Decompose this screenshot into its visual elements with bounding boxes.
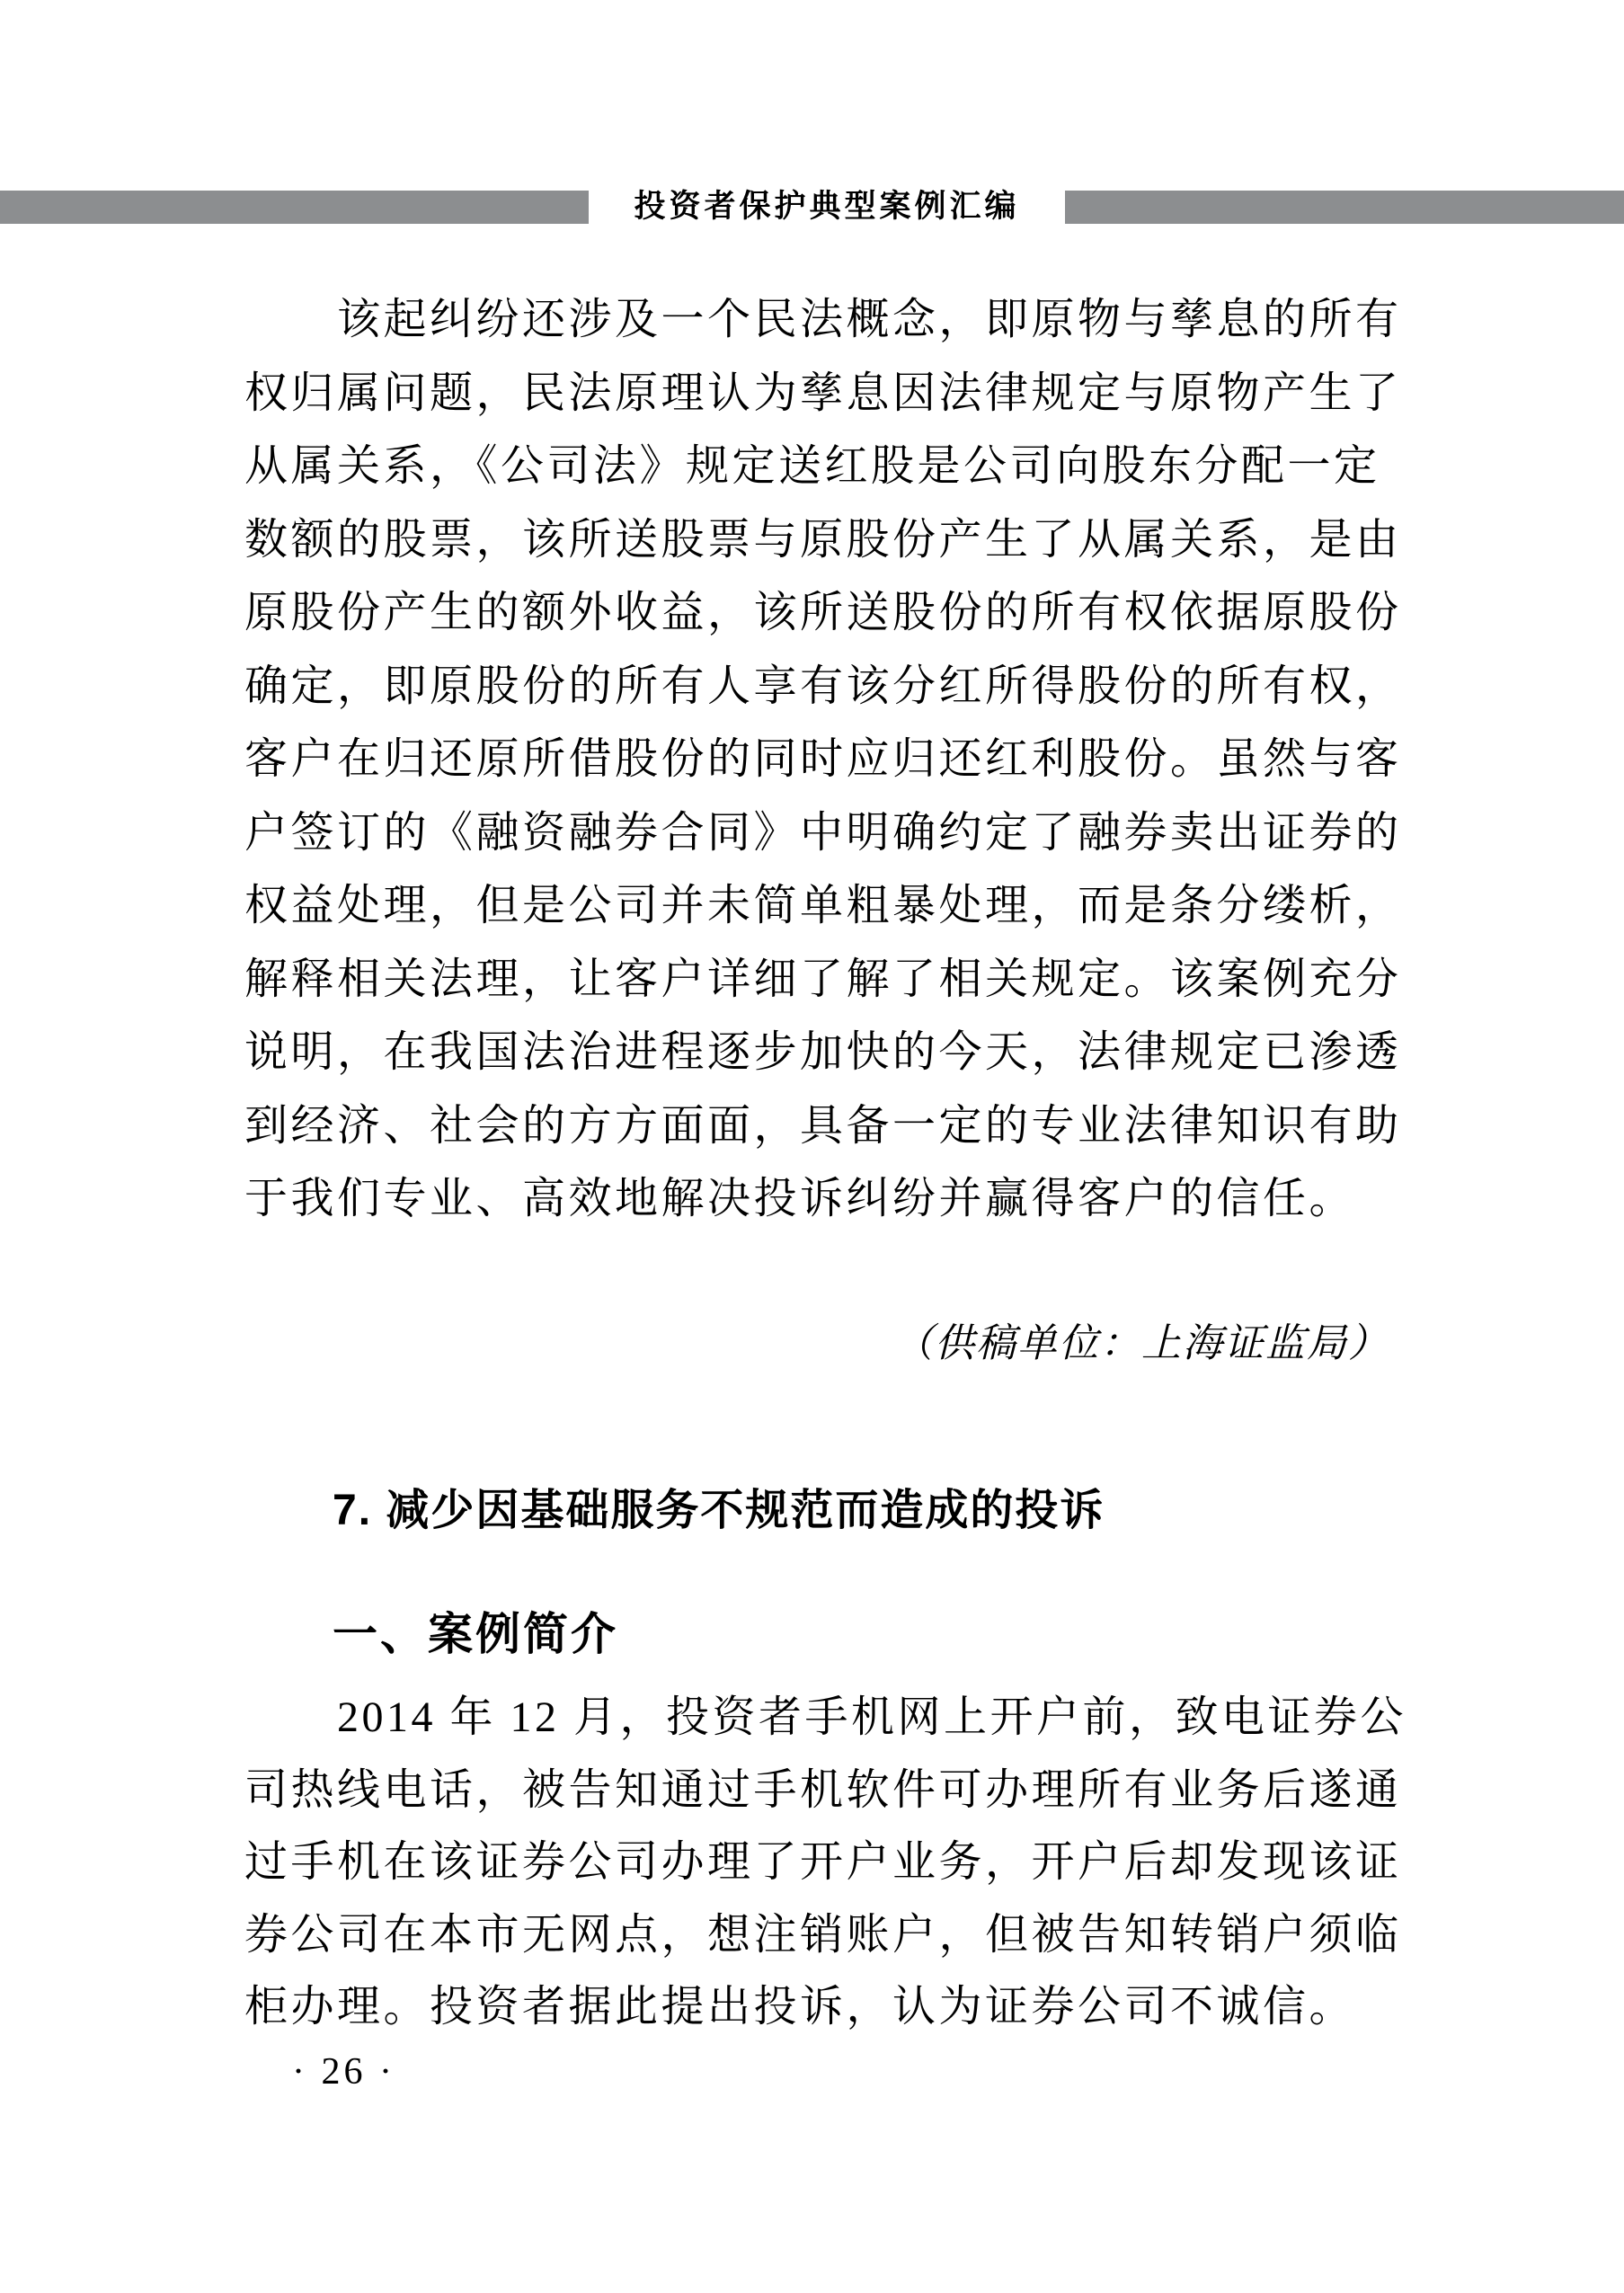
text-line: 数额的股票，该所送股票与原股份产生了从属关系，是由 (244, 515, 1402, 564)
text-line: 客户在归还原所借股份的同时应归还红利股份。虽然与客 (244, 735, 1402, 783)
text-line: 原股份产生的额外收益，该所送股份的所有权依据原股份 (244, 589, 1402, 636)
text-line: 从属关系，《公司法》规定送红股是公司向股东分配一定 (244, 442, 1380, 490)
subsection-heading: 一、案例简介 (333, 1609, 618, 1659)
text-line: 司热线电话，被告知通过手机软件可办理所有业务后遂通 (244, 1765, 1402, 1814)
text-line: 于我们专业、高效地解决投诉纠纷并赢得客户的信任。 (244, 1175, 1356, 1222)
text-line: 权益处理，但是公司并未简单粗暴处理，而是条分缕析， (244, 882, 1402, 929)
text-line: 确定，即原股份的所有人享有该分红所得股份的所有权， (244, 662, 1402, 710)
text-line: 户签订的《融资融券合同》中明确约定了融券卖出证券的 (244, 808, 1402, 857)
paragraph-case-analysis (244, 283, 1406, 1236)
section-heading: 7. 减少因基础服务不规范而造成的投诉 (333, 1487, 1105, 1534)
text-line: 权归属问题，民法原理认为孳息因法律规定与原物产生了 (244, 369, 1402, 417)
text-line: 该起纠纷还涉及一个民法概念，即原物与孳息的所有 (337, 296, 1402, 343)
text-line: 说明，在我国法治进程逐步加快的今天，法律规定已渗透 (244, 1028, 1402, 1076)
running-head-title: 投资者保护典型案例汇编 (634, 189, 1020, 224)
paragraph-case-intro (244, 1682, 1406, 2044)
text-line: 2014 年 12 月，投资者手机网上开户前，致电证券公 (337, 1693, 1407, 1741)
text-line: 解释相关法理，让客户详细了解了相关规定。该案例充分 (244, 955, 1402, 1003)
page-number: · 26 · (292, 2051, 395, 2093)
text-line: 到经济、社会的方方面面，具备一定的专业法律知识有助 (244, 1101, 1402, 1150)
text-line: 券公司在本市无网点，想注销账户，但被告知转销户须临 (244, 1910, 1402, 1959)
text-line: 过手机在该证券公司办理了开户业务，开户后却发现该证 (244, 1838, 1402, 1886)
text-line: 柜办理。投资者据此提出投诉，认为证券公司不诚信。 (244, 1983, 1356, 2031)
header-rule-left (0, 191, 589, 224)
header-rule-right (1065, 191, 1624, 224)
attribution-line: （供稿单位：上海证监局） (893, 1321, 1389, 1365)
